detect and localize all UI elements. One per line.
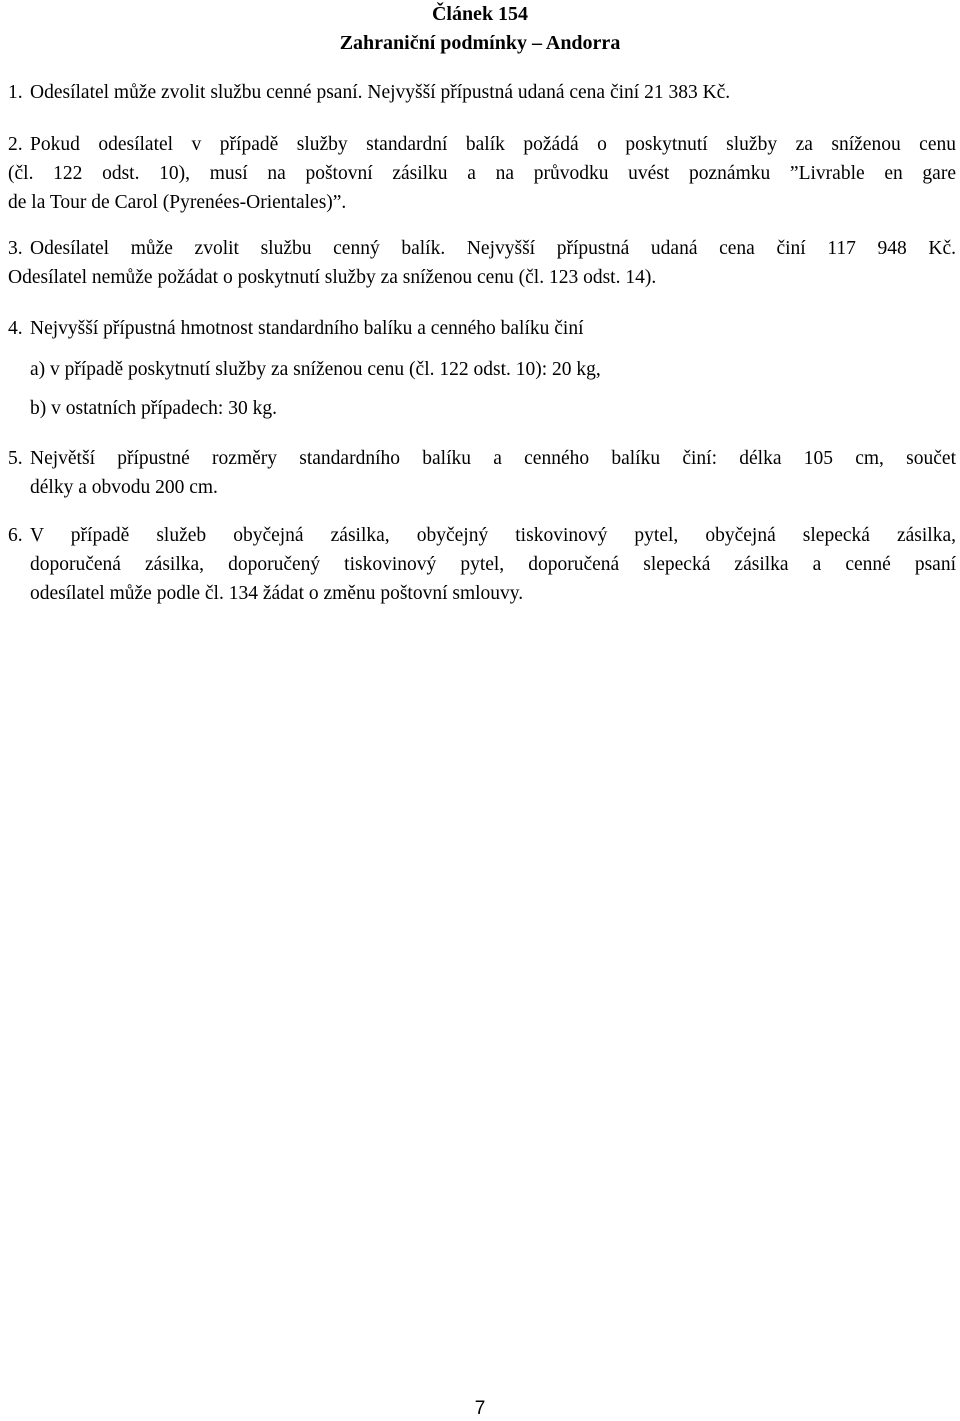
paragraph-4	[8, 314, 956, 343]
paragraph-continuation: Odesílatel nemůže požádat o poskytnutí služby za sníženou cenu (čl. 123 odst. 14).	[8, 267, 657, 288]
paragraph-text: Pokud odesílatel v případě služby standardní balík požádá o poskytnutí služby za sníženou cenu	[30, 134, 956, 155]
paragraph-number: 6.	[8, 525, 23, 546]
paragraph-2	[8, 130, 956, 217]
paragraph-number: 3.	[8, 238, 23, 259]
paragraph-1	[8, 78, 956, 107]
article-title: Článek 154	[431, 3, 529, 25]
paragraph-continuation: (čl. 122 odst. 10), musí na poštovní zásilku a na průvodku uvést poznámku ”Livrable en gare de la Tour de Carol (Pyrenées-Orientales)”.	[8, 163, 956, 213]
paragraph-number: 5.	[8, 448, 23, 469]
paragraph-5	[8, 444, 956, 502]
paragraph-number: 2.	[8, 134, 23, 155]
article-subtitle: Zahraniční podmínky – Andorra	[339, 32, 621, 54]
page-number: 7	[474, 1398, 486, 1419]
paragraph-text: Odesílatel může zvolit službu cenné psaní. Nejvyšší přípustná udaná cena činí 21 383 Kč.	[30, 82, 731, 103]
paragraph-continuation: doporučená zásilka, doporučený tiskovinový pytel, doporučená slepecká zásilka a cenné psaní odesílatel může podle čl. 134 žádat o změnu poštovní smlouvy.	[30, 554, 956, 604]
paragraph-3	[8, 234, 956, 292]
paragraph-text: Nejvyšší přípustná hmotnost standardního balíku a cenného balíku činí	[30, 318, 584, 339]
paragraph-continuation: délky a obvodu 200 cm.	[30, 477, 218, 498]
paragraph-6	[8, 521, 956, 608]
paragraph-number: 1.	[8, 82, 23, 103]
paragraph-text: Odesílatel může zvolit službu cenný balík. Nejvyšší přípustná udaná cena činí 117 948 Kč.	[30, 238, 956, 259]
paragraph-text: Největší přípustné rozměry standardního balíku a cenného balíku činí: délka 105 cm, součet	[30, 448, 956, 469]
paragraph-text: V případě služeb obyčejná zásilka, obyčejný tiskovinový pytel, obyčejná slepecká zásilka,	[30, 525, 956, 546]
paragraph-number: 4.	[8, 318, 23, 339]
sub-item-b: b) v ostatních případech: 30 kg.	[30, 398, 277, 419]
sub-item-a: a) v případě poskytnutí služby za sníženou cenu (čl. 122 odst. 10): 20 kg,	[30, 359, 601, 380]
